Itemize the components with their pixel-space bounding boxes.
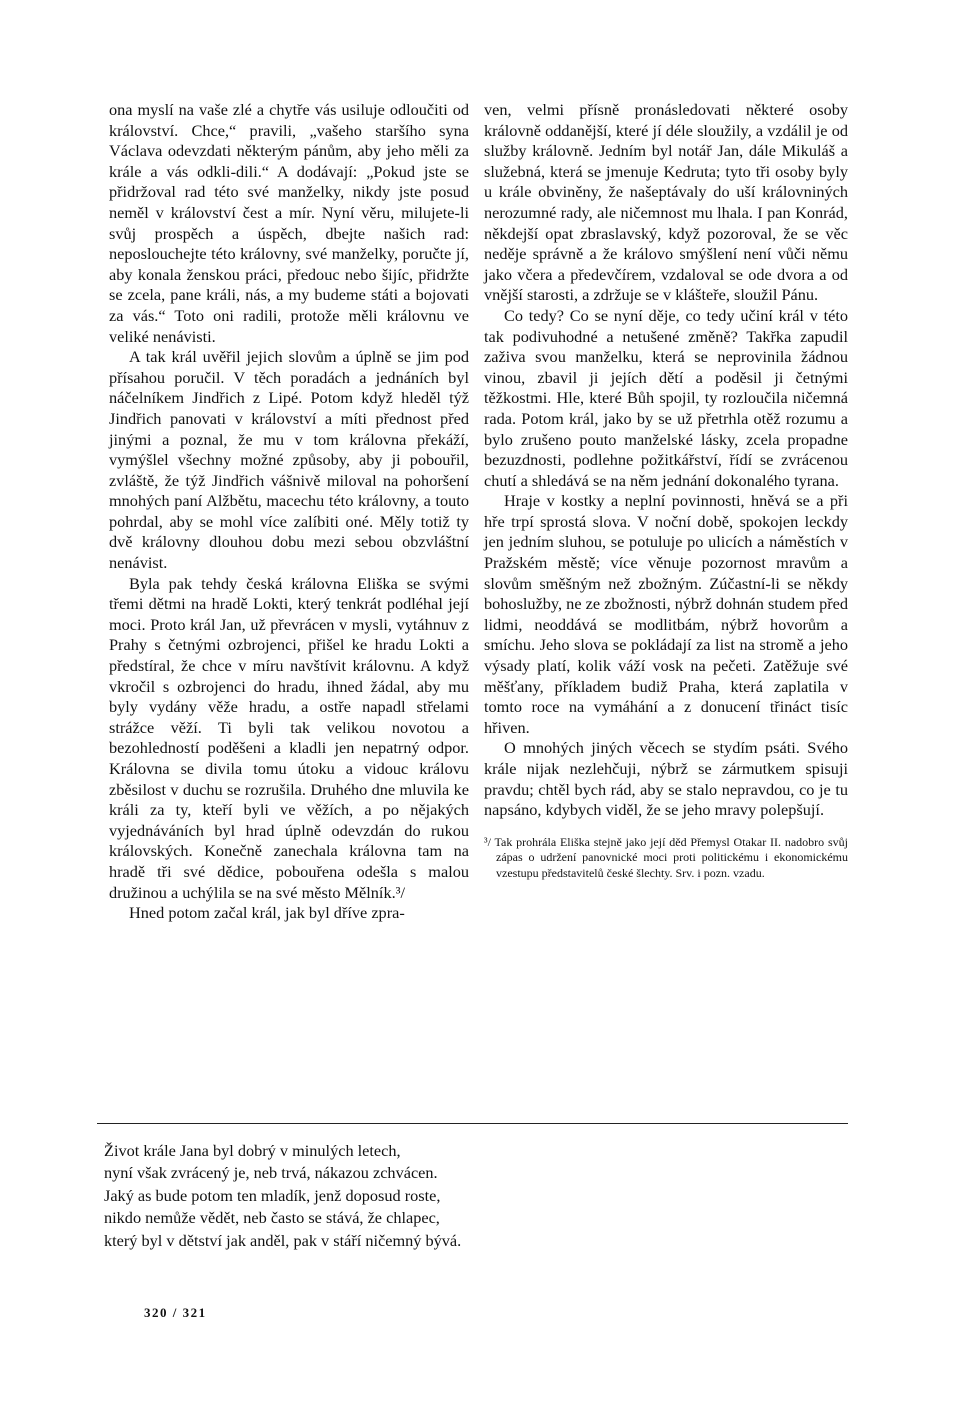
paragraph: Hraje v kostky a neplní povinnosti, hněvá se a při hře trpí sprostá slova. V noční době, spokojen leckdy jen jedním sluhou, se potuluje po ulicích a náměstích v Pražském městě; více věnuje pozornost mravům a slovům směšným než zbožným. Zúčastní-li se někdy bohoslužby, ne ze zbožnosti, nýbrž dohnán studem před lidmi, neoddává se modlitbám, nýbrž hovorům a smíchu. Jeho slova se pokládají za list na stromě a jeho výsady platí, kolik váží vosk na pečeti. Zatěžuje své měšťany, příkladem budiž Praha, která zaplatila v tomto roce na vymáhání a z donucení třináct tisíc hřiven. — [484, 491, 848, 737]
paragraph: ven, velmi přísně pronásledovati některé osoby královně oddanější, které jí déle sloužily, a vzdálil je od služby královně. Jedním byl notář Jan, dále Mikuláš a služebná, která se jmenuje Kedruta; tyto tři osoby byly u krále obviněny, že našeptávaly do uší královniných nerozumné rady, ale ničemnost mu lhala. I pan Konrád, někdejší opat zbraslavský, když pozoroval, že se věc neděje správně a že královo smýšlení není vůči němu jako včera a předevčírem, vzdaloval se ode dvora a od vnější starosti, a zdržuje se v klášteře, sloužil Pánu. — [484, 100, 848, 305]
paragraph: ona myslí na vaše zlé a chytře vás usiluje odloučiti od království. Chce,“ pravili, „vašeho staršího syna Václava odevzdati některým pánům, aby jeho měli za krále a vás odkli-dili.“ A dodávají: „Pokud jste se přidržoval rad této své manželky, nikdy jste posud neměl v království čest a mír. Nyní věru, milujete-li svůj prospěch a úspěch, dbejte našich rad: neposlouchejte této královny, své manželky, poručte jí, aby konala ženskou práci, předouc nebo šijíc, přidržte se zcela, pane králi, nás, a my budeme státi a bojovati za vás.“ Toto oni radili, protože měli královnu ve veliké nenávisti. — [109, 100, 469, 346]
poem-line: Jaký as bude potom ten mladík, jenž doposud roste, — [104, 1185, 441, 1205]
poem-line: který byl v dětství jak anděl, pak v stáří ničemný bývá. — [104, 1230, 462, 1250]
right-column — [484, 100, 848, 881]
horizontal-divider — [97, 1123, 848, 1124]
poem-line: Život krále Jana byl dobrý v minulých letech, — [104, 1141, 401, 1160]
paragraph: Byla pak tehdy česká královna Eliška se svými třemi dětmi na hradě Lokti, který tenkrát podléhal její moci. Proto král Jan, už převrácen v mysli, vytáhnuv z Prahy s četnými ozbrojenci, přišel ke hradu Lokti a předstíral, že chce v míru navštívit královnu. A když vkročil s ozbrojenci do hradu, ihned žádal, aby mu byly vydány věže hradu, a ostře napadl střelami strážce věží. Ti byli tak velikou novotou a bezohledností poděšeni a kladli jen nepatrný odpor. Královna se divila tomu útoku a vidouc královu zběsilost v duchu se rozrušila. Druhého dne mluvila ke králi za ty, kteří byli ve věžích, a po nějakých vyjednáváních byl hrad úplně odevzdán do rukou královských. Konečně zanechala královna tam na hradě tři své dědice, pobouřena odešla s malou družinou a uchýlila se na své město Mělník.³/ — [109, 573, 469, 902]
paragraph: Co tedy? Co se nyní děje, co tedy učiní král v této tak podivuhodné a netušené změně? Takřka zapudil zaživa svou manželku, která se neprovinila žádnou vinou, zbavil ji jejích dětí a poděsil ji četnými těžkostmi. Hle, které Bůh spojil, ty rozloučila ničemná rada. Potom král, jako by se už přetrhla otěž rozumu a bylo zrušeno pouto manželské lásky, zcela propadne bezuzdnosti, podlehne požitkářství, řídí se zvrácenou chutí a shledává se na něm jednání dokonalého tyrana. — [484, 305, 848, 490]
paragraph: O mnohých jiných věcech se stydím psáti. Svého krále nijak nezlehčuji, nýbrž se zármutkem spisuji pravdu; chtěl bych rád, aby se stalo nepravdou, co je tu napsáno, kdybych viděl, že se jeho mravy polepšují. — [484, 738, 848, 820]
poem-line: nyní však zvrácený je, neb trvá, nákazou zchvácen. — [104, 1163, 438, 1183]
footnote: ³/ Tak prohrála Eliška stejně jako její děd Přemysl Otakar II. nadobro svůj zápas o udržení panovnické moci proti politickému i ekonomickému vzestupu představitelů české šlechty. Srv. i pozn. vzadu. — [484, 834, 848, 880]
page-number: 320 / 321 — [144, 1305, 207, 1320]
paragraph: A tak král uvěřil jejich slovům a úplně se jim pod přísahou poručil. V těch poradách a jednáních byl náčelníkem Jindřich z Lipé. Potom když hleděl týž Jindřich panovati v království a míti přednost před jinými a poznal, že mu v tom královna překáží, vymýšlel všechny možné způsoby, aby ji pobouřil, zvláště, že týž Jindřich vášnivě miloval na pohoršení mnohých paní Alžbětu, macechu této královny, a touto pohrdal, aby se mohl více zalíbiti oné. Měly totiž ty dvě královny dlouhou dobu mezi sebou obzvláštní nenávist. — [109, 347, 469, 573]
left-column — [109, 100, 469, 924]
poem — [104, 1140, 461, 1252]
paragraph: Hned potom začal král, jak byl dříve zpra- — [129, 903, 405, 923]
poem-line: nikdo nemůže vědět, neb často se stává, že chlapec, — [104, 1208, 440, 1228]
